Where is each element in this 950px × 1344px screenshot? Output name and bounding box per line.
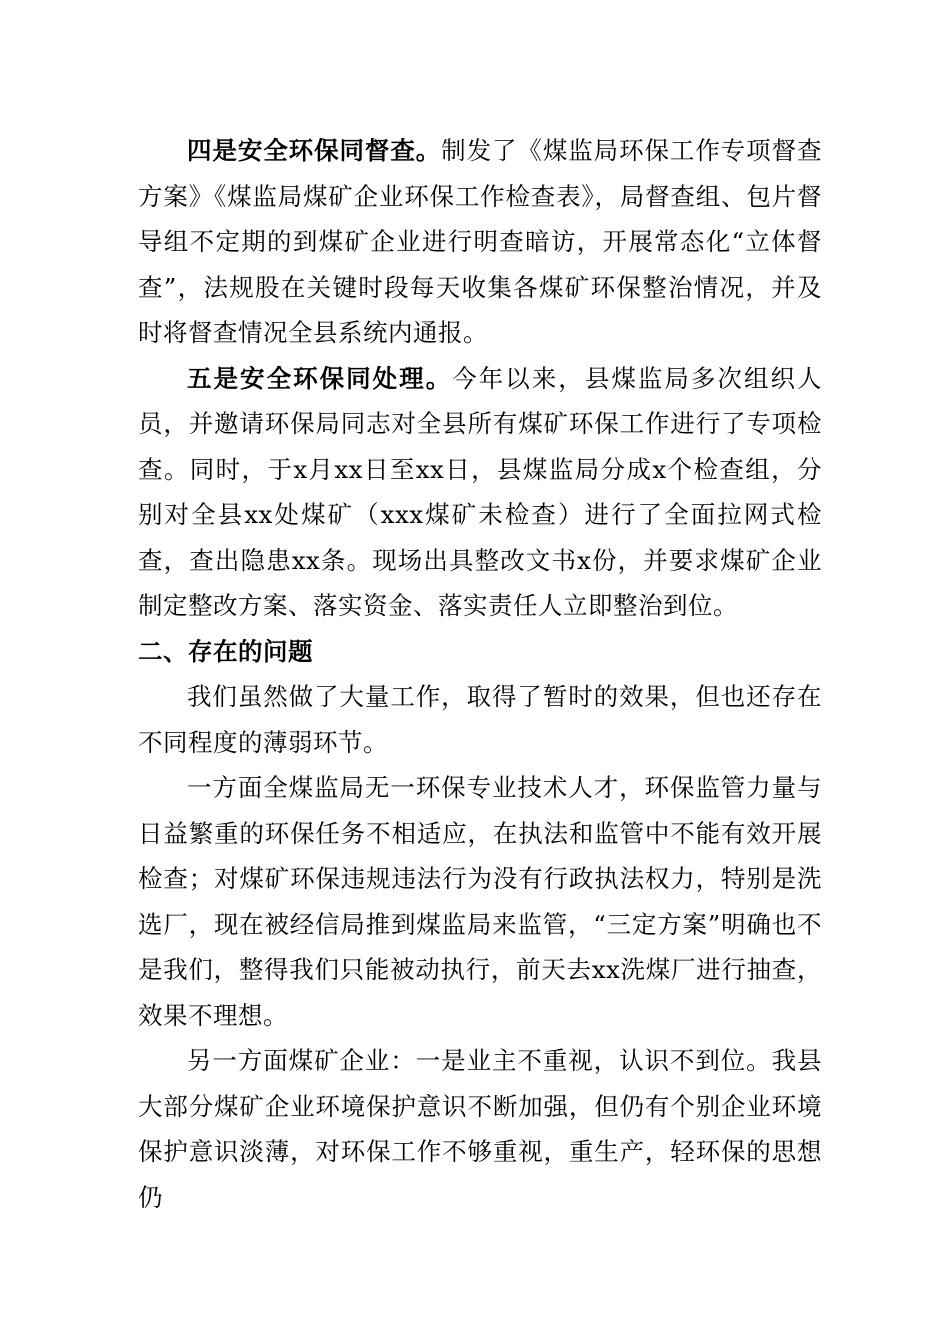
paragraph-text: 今年以来，县煤监局多次组织人员，并邀请环保局同志对全县所有煤矿环保工作进行了专项检查。同时，于x月xx日至xx日，县煤监局分成x个检查组，分别对全县xx处煤矿（xxx煤矿未检查）进行了全面拉网式检查，查出隐患xx条。现场出具整改文书x份，并要求煤矿企业制定整改方案、落实资金、落实责任人立即整治到位。: [138, 363, 822, 620]
paragraph-lead: 四是安全环保同督查。: [187, 136, 442, 165]
paragraph-handling: [138, 356, 822, 629]
paragraph-text: 制发了《煤监局环保工作专项督查方案》《煤监局煤矿企业环保工作检查表》，局督查组、包片督导组不定期的到煤矿企业进行明查暗访，开展常态化“立体督查”，法规股在关键时段每天收集各煤矿环保整治情况，并及时将督查情况全县系统内通报。: [138, 136, 823, 347]
paragraph-intro-problems: 我们虽然做了大量工作，取得了暂时的效果，但也还存在不同程度的薄弱环节。: [138, 682, 822, 757]
paragraph-enterprise-problems: 另一方面煤矿企业：一是业主不重视，认识不到位。我县大部分煤矿企业环境保护意识不断加强，但仍有个别企业环境保护意识淡薄，对环保工作不够重视，重生产，轻环保的思想仍: [138, 1046, 822, 1212]
paragraph-bureau-problems: 一方面全煤监局无一环保专业技术人才，环保监管力量与日益繁重的环保任务不相适应，在执法和监管中不能有效开展检查；对煤矿环保违规违法行为没有行政执法权力，特别是洗选厂，现在被经信局推到煤监局来监管，“三定方案”明确也不是我们，整得我们只能被动执行，前天去xx洗煤厂进行抽查，效果不理想。: [138, 773, 822, 1030]
document-page: [138, 128, 822, 1220]
paragraph-supervision: [138, 128, 822, 356]
paragraph-lead: 五是安全环保同处理。: [187, 363, 453, 393]
section-heading-problems: 二、存在的问题: [138, 636, 313, 666]
